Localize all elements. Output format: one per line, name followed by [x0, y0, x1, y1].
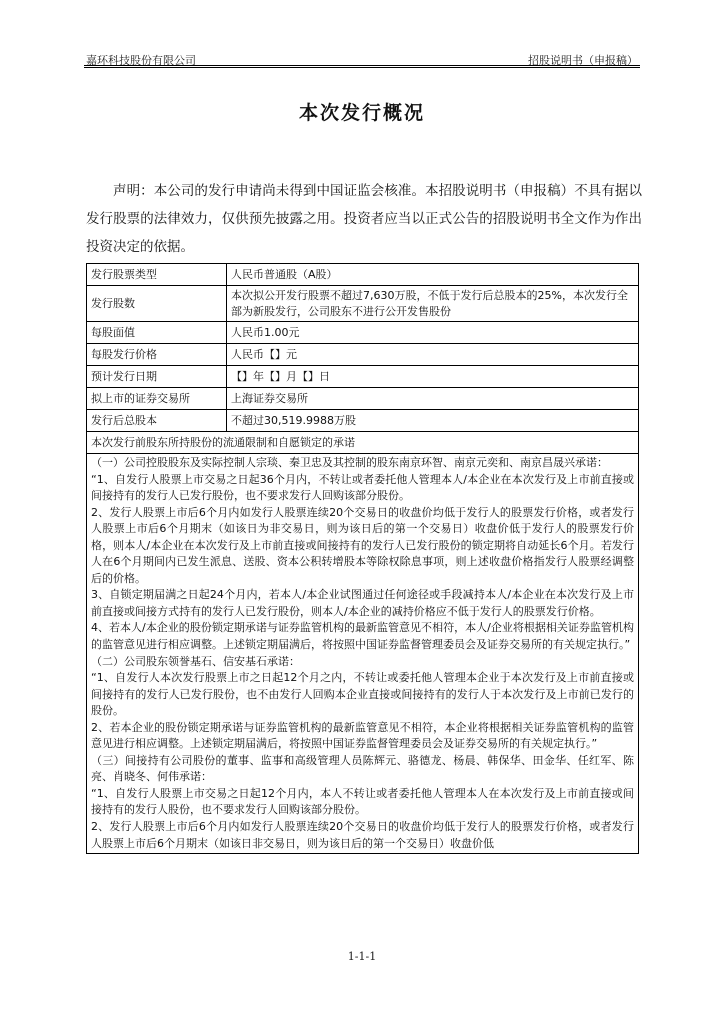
- row-value: 【】年【】月【】日: [227, 366, 639, 388]
- table-row: [87, 322, 639, 344]
- table-row: [87, 388, 639, 410]
- disclaimer-statement: 声明：本公司的发行申请尚未得到中国证监会核准。本招股说明书（申报稿）不具有据以发行股票的法律效力，仅供预先披露之用。投资者应当以正式公告的招股说明书全文作为作出投资决定的依据。: [86, 183, 642, 255]
- lockup-paragraph: “1、自发行人股票上市交易之日起12个月内，本人不转让或者委托他人管理本人在本次发行及上市前直接或间接持有的发行人股份，也不要求发行人回购该部分股份。: [91, 786, 634, 817]
- table-row: [87, 264, 639, 286]
- page-title: 本次发行概况: [298, 102, 425, 124]
- header-document-type: 招股说明书（申报稿）: [528, 54, 638, 67]
- lockup-commitments: [87, 454, 639, 854]
- table-row: [87, 286, 639, 322]
- lockup-paragraph: “1、自发行人本次发行股票上市之日起12个月之内，不转让或委托他人管理本企业于本次发行及上市前直接或间接持有的发行人已发行股份，也不由发行人回购本企业直接或间接持有的发行人于本次发行及上市前已发行的股份。: [91, 671, 634, 718]
- lockup-heading: 本次发行前股东所持股份的流通限制和自愿锁定的承诺: [87, 432, 639, 454]
- row-value: 人民币1.00元: [227, 322, 639, 344]
- lockup-paragraph: 2、若本企业的股份锁定期承诺与证券监管机构的最新监管意见不相符，本企业将根据相关证券监管机构的监管意见进行相应调整。上述锁定期届满后，将按照中国证券监督管理委员会及证券交易所的有关规定执行。”: [91, 720, 634, 751]
- page-number: 1-1-1: [347, 950, 377, 963]
- row-value: 人民币【】元: [227, 344, 639, 366]
- lockup-paragraph: 3、自锁定期届满之日起24个月内，若本人/本企业试图通过任何途径或手段减持本人/本企业在本次发行及上市前直接或间接方式持有的发行人已发行股份，则本人/本企业的减持价格应不低于发行人的股票发行价格。: [91, 588, 634, 618]
- lockup-heading-row: [87, 432, 639, 454]
- header-company-name: 嘉环科技股份有限公司: [86, 54, 196, 67]
- row-label: 每股发行价格: [87, 344, 227, 366]
- row-value: 人民币普通股（A股）: [227, 264, 639, 286]
- lockup-paragraph: 2、发行人股票上市后6个月内如发行人股票连续20个交易日的收盘价均低于发行人的股票发行价格，或者发行人股票上市后6个月期末（如该日非交易日，则为该日后的第一个交易日）收盘价低: [91, 820, 634, 850]
- row-label: 每股面值: [87, 322, 227, 344]
- table-row: [87, 410, 639, 432]
- lockup-paragraph: （一）公司控股股东及实际控制人宗琰、秦卫忠及其控制的股东南京环智、南京元奕和、南京昌晟兴承诺：: [91, 456, 608, 469]
- row-label: 发行股票类型: [87, 264, 227, 286]
- row-label: 发行后总股本: [87, 410, 227, 432]
- row-label: 拟上市的证券交易所: [87, 388, 227, 410]
- lockup-paragraph: 4、若本人/本企业的股份锁定期承诺与证券监管机构的最新监管意见不相符，本人/企业将根据相关证券监管机构的监管意见进行相应调整。上述锁定期届满后，将按照中国证券监督管理委员会及证券交易所的有关规定执行。”: [91, 621, 634, 652]
- lockup-paragraph: （三）间接持有公司股份的董事、监事和高级管理人员陈辉元、骆德龙、杨晨、韩保华、田金华、任红军、陈亮、肖晓冬、何伟承诺：: [91, 753, 634, 784]
- lockup-paragraph: “1、自发行人股票上市交易之日起36个月内，不转让或者委托他人管理本人/本企业在本次发行及上市前直接或间接持有的发行人已发行股份，也不要求发行人回购该部分股份。: [91, 472, 634, 503]
- table-row: [87, 366, 639, 388]
- row-label: 发行股数: [87, 286, 227, 322]
- offering-overview-table: [86, 263, 639, 854]
- header-rule: [84, 65, 640, 68]
- lockup-paragraph: （二）公司股东领誉基石、信安基石承诺：: [91, 654, 300, 668]
- lockup-content-row: [87, 454, 639, 854]
- row-label: 预计发行日期: [87, 366, 227, 388]
- row-value: 上海证券交易所: [227, 388, 639, 410]
- row-value: 本次拟公开发行股票不超过7,630万股，不低于发行后总股本的25%，本次发行全部为新股发行，公司股东不进行公开发售股份: [227, 286, 639, 322]
- row-value: 不超过30,519.9988万股: [227, 410, 639, 432]
- lockup-paragraph: 2、发行人股票上市后6个月内如发行人股票连续20个交易日的收盘价均低于发行人的股票发行价格，或者发行人股票上市后6个月期末（如该日为非交易日，则为该日后的第一个交易日）收盘价低于发行人的股票发行价格，则本人/本企业在本次发行及上市前直接或间接持有的发行人已发行股份的锁定期将自动延长6个月。若发行人在6个月期间内已发生派息、送股、资本公积转增股本等除权除息事项，则上述收盘价格指发行人股票经调整后的价格。: [91, 505, 634, 585]
- table-row: [87, 344, 639, 366]
